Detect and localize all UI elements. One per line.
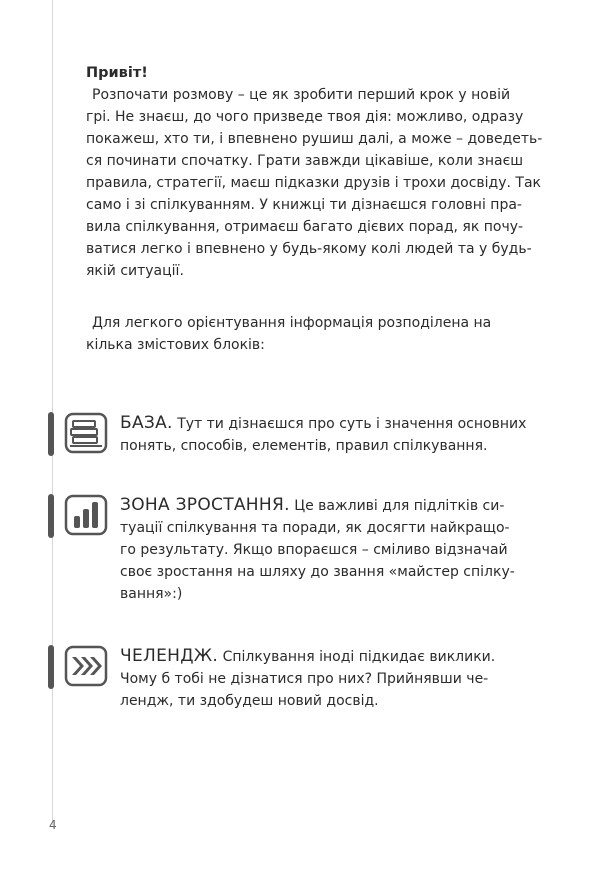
blocks-intro-line: кілька змістових блоків: <box>86 337 265 353</box>
blocks-intro <box>86 312 566 356</box>
block-line: вання»:) <box>120 586 183 602</box>
greeting: Привіт! <box>86 65 148 81</box>
intro-line: Розпочати розмову – це як зробити перший крок у новій <box>92 87 511 103</box>
intro-line: якій ситуації. <box>86 263 184 279</box>
intro-line: ся починати спочатку. Грати завжди цікавіше, коли знаєш <box>86 153 524 169</box>
block-line: туації спілкування та поради, як досягти найкращо- <box>120 520 510 536</box>
block-baza <box>48 412 568 472</box>
block-zona-zrostannia <box>48 494 568 624</box>
chevrons-right-icon <box>64 645 112 683</box>
block-line: своє зростання на шляху до звання «майстер спілку- <box>120 564 515 580</box>
block-line: Чому б тобі не дізнатися про них? Прийнявши че- <box>120 671 489 687</box>
block-marker-bar <box>48 494 54 538</box>
block-line: лендж, ти здобудеш новий досвід. <box>120 693 379 709</box>
book-stack-icon <box>64 412 112 450</box>
block-heading: ЗОНА ЗРОСТАННЯ. Це важливі для підлітків си- <box>120 495 505 515</box>
intro-line: само і зі спілкуванням. У книжці ти дізнаєшся головні пра- <box>86 197 522 213</box>
block-chelendzh-text <box>120 645 564 712</box>
block-heading: ЧЕЛЕНДЖ. Спілкування іноді підкидає виклики. <box>120 646 496 666</box>
block-line: го результату. Якщо впораєшся – сміливо відзначай <box>120 542 508 558</box>
intro-line: ватися легко і впевнено у будь-якому колі людей та у будь- <box>86 241 532 257</box>
intro-line: грі. Не знаєш, до чого призведе твоя дія: можливо, одразу <box>86 109 524 125</box>
intro-paragraph <box>86 84 566 282</box>
block-marker-bar <box>48 412 54 456</box>
block-marker-bar <box>48 645 54 689</box>
intro-section <box>86 62 566 356</box>
block-chelendzh <box>48 645 568 735</box>
block-line: понять, способів, елементів, правил спілкування. <box>120 438 488 454</box>
block-zona-text <box>120 494 564 605</box>
block-baza-text <box>120 412 564 457</box>
page-number: 4 <box>49 818 57 832</box>
intro-line: правила, стратегії, маєш підказки друзів і трохи досвіду. Так <box>86 175 542 191</box>
intro-line: вила спілкування, отримаєш багато дієвих порад, як почу- <box>86 219 524 235</box>
blocks-intro-line: Для легкого орієнтування інформація розподілена на <box>92 315 492 331</box>
intro-line: покажеш, хто ти, і впевнено рушиш далі, а може – доведеть- <box>86 131 543 147</box>
block-heading: БАЗА. Тут ти дізнаєшся про суть і значення основних <box>120 413 527 433</box>
bar-chart-icon <box>64 494 112 532</box>
